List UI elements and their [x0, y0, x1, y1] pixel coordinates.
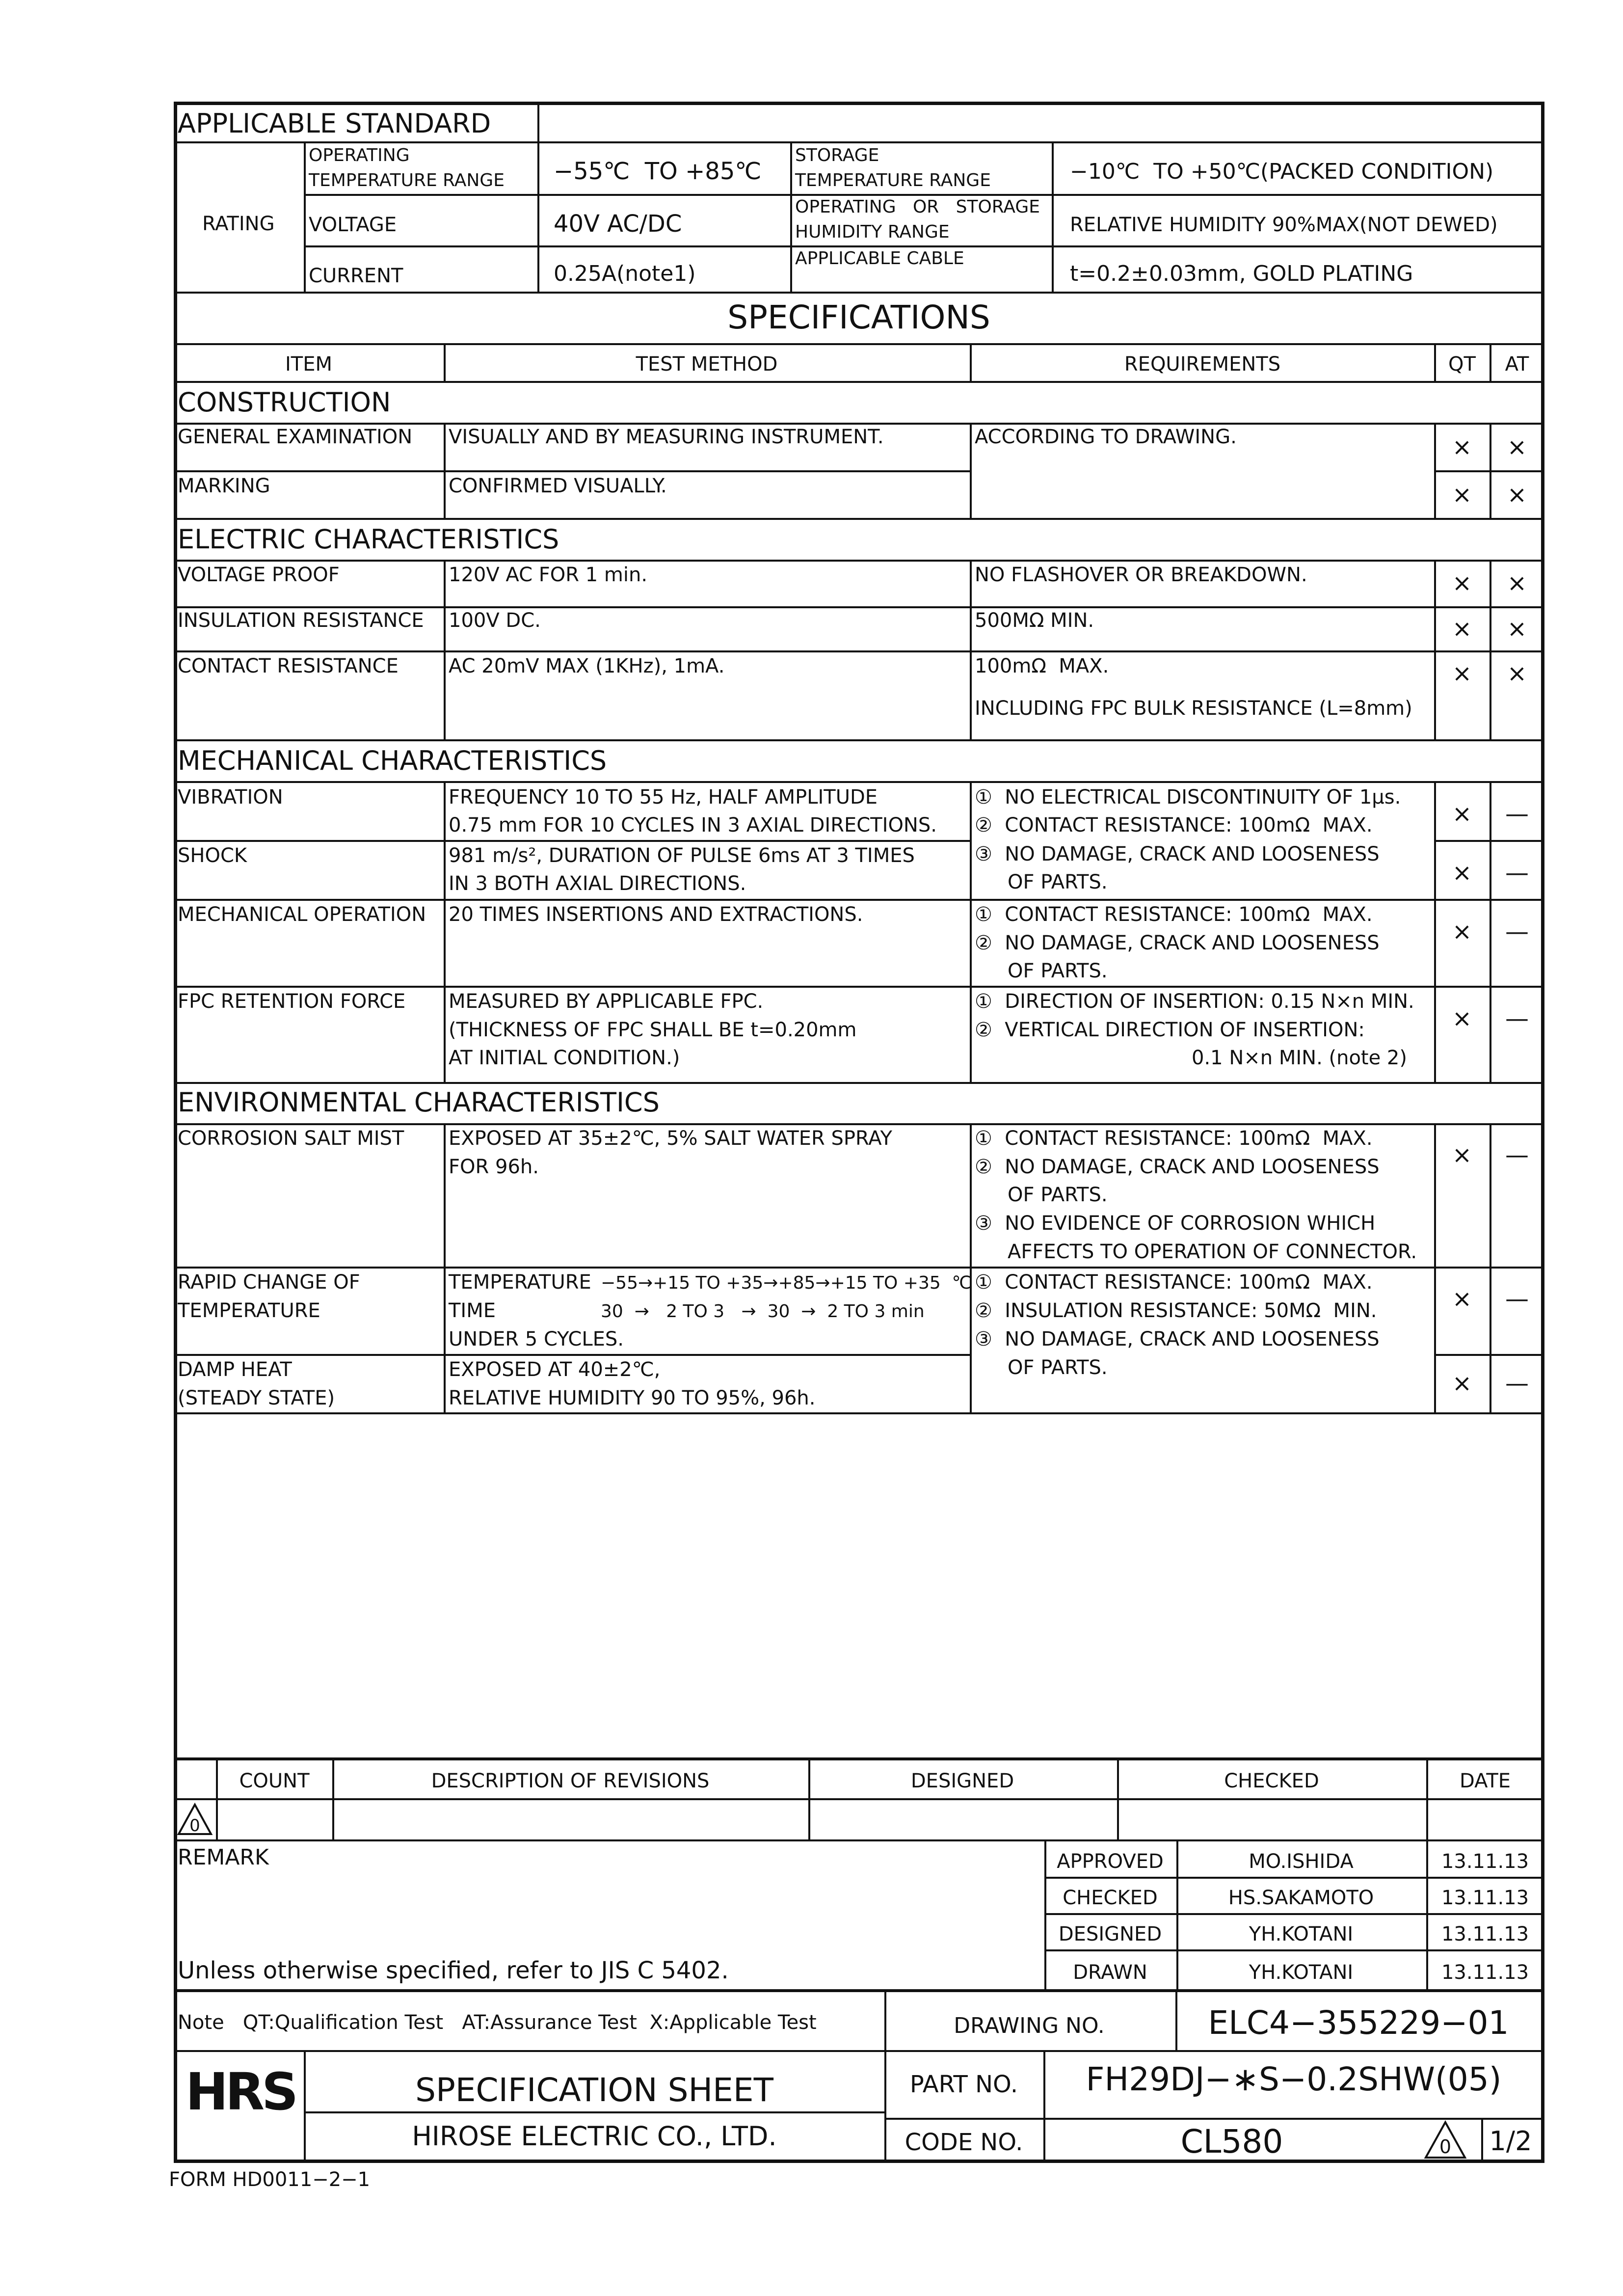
rapid-method-temp-values: −55→+15 TO +35→+85→+15 TO +35 ℃: [601, 1273, 972, 1293]
footer-note: Note QT:Qualification Test AT:Assurance Test X:Applicable Test: [178, 2011, 817, 2034]
vib-shock-req-2: ② CONTACT RESISTANCE: 100mΩ MAX.: [975, 814, 1373, 837]
drawn-date: 13.11.13: [1441, 1961, 1529, 1984]
insulation-at: ×: [1507, 615, 1527, 643]
corrosion-method-2: FOR 96h.: [449, 1156, 539, 1178]
rapid-req-1: ① CONTACT RESISTANCE: 100mΩ MAX.: [975, 1271, 1373, 1294]
damp-item-2: (STEADY STATE): [178, 1387, 335, 1409]
shock-method-1: 981 m/s², DURATION OF PULSE 6ms AT 3 TIMES: [449, 844, 915, 867]
shock-at: —: [1505, 859, 1529, 887]
humidity-value: RELATIVE HUMIDITY 90%MAX(NOT DEWED): [1070, 214, 1498, 236]
fpc-req-1: ① DIRECTION OF INSERTION: 0.15 N×n MIN.: [975, 990, 1414, 1013]
corrosion-req-2: ② NO DAMAGE, CRACK AND LOOSENESS: [975, 1156, 1380, 1178]
fpc-method-1: MEASURED BY APPLICABLE FPC.: [449, 990, 764, 1013]
voltage-proof-item: VOLTAGE PROOF: [178, 564, 340, 586]
approved-date: 13.11.13: [1441, 1850, 1529, 1873]
marking-method: CONFIRMED VISUALLY.: [449, 475, 667, 497]
vibration-item: VIBRATION: [178, 786, 283, 809]
marking-qt: ×: [1452, 481, 1472, 509]
fpc-method-2: (THICKNESS OF FPC SHALL BE t=0.20mm: [449, 1019, 857, 1041]
corrosion-qt: ×: [1452, 1141, 1472, 1169]
drawing-number: ELC4−355229−01: [1208, 2004, 1509, 2042]
corrosion-at: —: [1505, 1141, 1529, 1169]
voltage-value: 40V AC/DC: [554, 210, 682, 238]
rapid-method-temp-label: TEMPERATURE: [449, 1271, 591, 1294]
fpc-item: FPC RETENTION FORCE: [178, 990, 406, 1013]
storage-temp-label-1: STORAGE: [795, 145, 879, 165]
current-value: 0.25A(note1): [554, 261, 696, 286]
damp-at: —: [1505, 1370, 1529, 1397]
humidity-label-2: HUMIDITY RANGE: [795, 222, 950, 242]
damp-item-1: DAMP HEAT: [178, 1358, 292, 1381]
col-at: AT: [1505, 353, 1529, 376]
code-number: CL580: [1180, 2123, 1283, 2161]
rapid-req-4: OF PARTS.: [1008, 1356, 1108, 1379]
insulation-req: 500MΩ MIN.: [975, 609, 1094, 632]
general-exam-item: GENERAL EXAMINATION: [178, 426, 413, 448]
drawn-role: DRAWN: [1073, 1961, 1147, 1984]
specification-sheet-title: SPECIFICATION SHEET: [415, 2071, 773, 2109]
checked-date: 13.11.13: [1441, 1887, 1529, 1909]
rapid-method-cycles: UNDER 5 CYCLES.: [449, 1328, 624, 1351]
contact-qt: ×: [1452, 660, 1472, 687]
form-number: FORM HD0011−2−1: [169, 2168, 371, 2191]
contact-at: ×: [1507, 660, 1527, 687]
specifications-title: SPECIFICATIONS: [727, 298, 990, 336]
corrosion-req-1: ① CONTACT RESISTANCE: 100mΩ MAX.: [975, 1127, 1373, 1150]
corrosion-req-5: AFFECTS TO OPERATION OF CONNECTOR.: [1008, 1241, 1417, 1263]
vibration-qt: ×: [1452, 800, 1472, 828]
approved-name: MO.ISHIDA: [1249, 1850, 1354, 1873]
mech-op-method: 20 TIMES INSERTIONS AND EXTRACTIONS.: [449, 903, 863, 926]
shock-item: SHOCK: [178, 844, 247, 867]
voltage-label: VOLTAGE: [309, 214, 397, 236]
op-temp-value: −55℃ TO +85℃: [554, 158, 762, 185]
rev-count-header: COUNT: [239, 1770, 310, 1792]
approved-role: APPROVED: [1057, 1850, 1164, 1873]
contact-item: CONTACT RESISTANCE: [178, 655, 399, 677]
current-label: CURRENT: [309, 265, 403, 287]
fpc-req-3: 0.1 N×n MIN. (note 2): [1192, 1047, 1407, 1069]
rapid-at: —: [1505, 1285, 1529, 1313]
rapid-req-3: ③ NO DAMAGE, CRACK AND LOOSENESS: [975, 1328, 1380, 1351]
vibration-at: —: [1505, 800, 1529, 828]
general-exam-req: ACCORDING TO DRAWING.: [975, 426, 1237, 448]
mech-op-req-1: ① CONTACT RESISTANCE: 100mΩ MAX.: [975, 903, 1373, 926]
humidity-label-1: OPERATING OR STORAGE: [795, 197, 1040, 217]
cable-value: t=0.2±0.03mm, GOLD PLATING: [1070, 261, 1413, 286]
rev-date-header: DATE: [1459, 1770, 1511, 1792]
voltage-proof-qt: ×: [1452, 569, 1472, 597]
revision-triangle-icon: [177, 1803, 213, 1836]
col-item: ITEM: [285, 353, 333, 376]
designed-name: YH.KOTANI: [1249, 1923, 1354, 1945]
corrosion-req-4: ③ NO EVIDENCE OF CORROSION WHICH: [975, 1212, 1376, 1235]
mech-op-req-2: ② NO DAMAGE, CRACK AND LOOSENESS: [975, 932, 1380, 954]
col-qt: QT: [1448, 353, 1476, 376]
checked-role: CHECKED: [1063, 1887, 1158, 1909]
shock-method-2: IN 3 BOTH AXIAL DIRECTIONS.: [449, 872, 746, 895]
vib-shock-req-3: ③ NO DAMAGE, CRACK AND LOOSENESS: [975, 843, 1380, 865]
rating-label: RATING: [202, 213, 275, 235]
insulation-item: INSULATION RESISTANCE: [178, 609, 424, 632]
remark-note: Unless otherwise specified, refer to JIS C 5402.: [178, 1957, 729, 1984]
checked-name: HS.SAKAMOTO: [1228, 1887, 1374, 1909]
marking-at: ×: [1507, 481, 1527, 509]
col-requirements: REQUIREMENTS: [1124, 353, 1281, 376]
rapid-item-1: RAPID CHANGE OF: [178, 1271, 360, 1294]
corrosion-req-3: OF PARTS.: [1008, 1184, 1108, 1206]
rapid-qt: ×: [1452, 1285, 1472, 1313]
section-construction: CONSTRUCTION: [178, 387, 391, 418]
storage-temp-label-2: TEMPERATURE RANGE: [795, 170, 991, 190]
contact-req-1: 100mΩ MAX.: [975, 655, 1109, 677]
designed-role: DESIGNED: [1058, 1923, 1162, 1945]
damp-method-1: EXPOSED AT 40±2℃,: [449, 1358, 661, 1381]
section-environmental: ENVIRONMENTAL CHARACTERISTICS: [178, 1087, 660, 1118]
voltage-proof-req: NO FLASHOVER OR BREAKDOWN.: [975, 564, 1307, 586]
voltage-proof-at: ×: [1507, 569, 1527, 597]
mech-op-req-3: OF PARTS.: [1008, 960, 1108, 982]
rev-description-header: DESCRIPTION OF REVISIONS: [431, 1770, 710, 1792]
general-exam-qt: ×: [1452, 433, 1472, 461]
designed-date: 13.11.13: [1441, 1923, 1529, 1945]
mech-op-item: MECHANICAL OPERATION: [178, 903, 426, 926]
contact-method: AC 20mV MAX (1KHz), 1mA.: [449, 655, 725, 677]
contact-req-2: INCLUDING FPC BULK RESISTANCE (L=8mm): [975, 697, 1412, 720]
voltage-proof-method: 120V AC FOR 1 min.: [449, 564, 648, 586]
corrosion-item: CORROSION SALT MIST: [178, 1127, 404, 1150]
op-temp-label-1: OPERATING: [309, 145, 410, 165]
revision-badge-number: 0: [1439, 2136, 1452, 2158]
rapid-method-time-values: 30 → 2 TO 3 → 30 → 2 TO 3 min: [601, 1301, 925, 1322]
hrs-logo-text: HRS: [185, 2062, 296, 2122]
general-exam-at: ×: [1507, 433, 1527, 461]
drawing-no-label: DRAWING NO.: [954, 2013, 1105, 2038]
insulation-qt: ×: [1452, 615, 1472, 643]
damp-qt: ×: [1452, 1370, 1472, 1397]
code-no-label: CODE NO.: [905, 2129, 1023, 2156]
fpc-at: —: [1505, 1005, 1529, 1032]
insulation-method: 100V DC.: [449, 609, 541, 632]
shock-qt: ×: [1452, 859, 1472, 887]
rapid-item-2: TEMPERATURE: [178, 1299, 320, 1322]
fpc-qt: ×: [1452, 1005, 1472, 1032]
marking-item: MARKING: [178, 475, 270, 497]
drawn-name: YH.KOTANI: [1249, 1961, 1354, 1984]
section-mechanical: MECHANICAL CHARACTERISTICS: [178, 745, 607, 776]
section-electric: ELECTRIC CHARACTERISTICS: [178, 524, 559, 555]
corrosion-method-1: EXPOSED AT 35±2℃, 5% SALT WATER SPRAY: [449, 1127, 892, 1150]
mech-op-at: —: [1505, 918, 1529, 945]
part-number: FH29DJ−∗S−0.2SHW(05): [1086, 2060, 1502, 2098]
rapid-req-2: ② INSULATION RESISTANCE: 50MΩ MIN.: [975, 1299, 1377, 1322]
damp-method-2: RELATIVE HUMIDITY 90 TO 95%, 96h.: [449, 1387, 816, 1409]
vib-shock-req-4: OF PARTS.: [1008, 871, 1108, 893]
rev-checked-header: CHECKED: [1224, 1770, 1319, 1792]
revision-triangle-number: 0: [189, 1816, 200, 1836]
op-temp-label-2: TEMPERATURE RANGE: [309, 170, 505, 190]
applicable-standard-label: APPLICABLE STANDARD: [178, 108, 491, 139]
fpc-req-2: ② VERTICAL DIRECTION OF INSERTION:: [975, 1019, 1365, 1041]
mech-op-qt: ×: [1452, 918, 1472, 945]
page-number: 1/2: [1489, 2126, 1532, 2157]
part-no-label: PART NO.: [909, 2071, 1018, 2098]
col-test-method: TEST METHOD: [636, 353, 778, 376]
revision-badge-icon: [1423, 2120, 1467, 2160]
fpc-method-3: AT INITIAL CONDITION.): [449, 1047, 680, 1069]
storage-temp-value: −10℃ TO +50℃(PACKED CONDITION): [1070, 159, 1494, 184]
vibration-method-2: 0.75 mm FOR 10 CYCLES IN 3 AXIAL DIRECTIONS.: [449, 814, 937, 837]
vibration-method-1: FREQUENCY 10 TO 55 Hz, HALF AMPLITUDE: [449, 786, 878, 809]
general-exam-method: VISUALLY AND BY MEASURING INSTRUMENT.: [449, 426, 884, 448]
rev-designed-header: DESIGNED: [910, 1770, 1014, 1792]
company-name: HIROSE ELECTRIC CO., LTD.: [412, 2121, 777, 2152]
vib-shock-req-1: ① NO ELECTRICAL DISCONTINUITY OF 1μs.: [975, 786, 1401, 809]
remark-label: REMARK: [178, 1845, 269, 1870]
cable-label: APPLICABLE CABLE: [795, 248, 964, 269]
rapid-method-time-label: TIME: [449, 1299, 496, 1322]
hrs-logo: [185, 2062, 296, 2122]
